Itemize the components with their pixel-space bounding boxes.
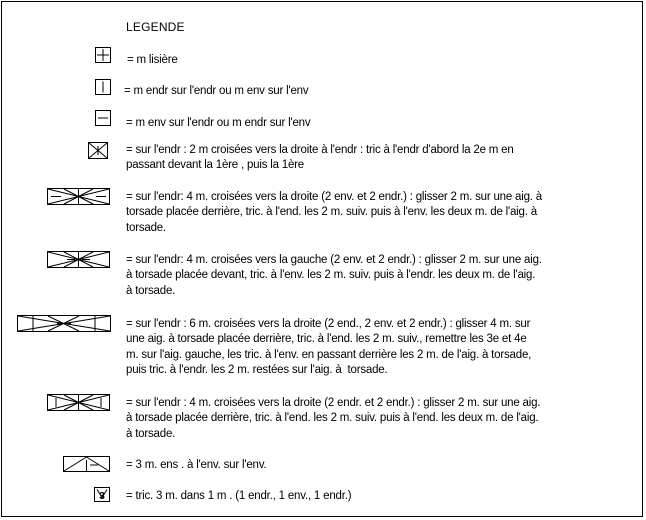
legend-item-text: = sur l'endr : 4 m. croisées vers la droite (2 endr. et 2 endr.) : glisser 2 m. sur une aig. [126,397,541,409]
legend-item-text: = sur l'endr: 4 m. croisées vers la droite (2 env. et 2 endr.) : glisser 2 m. sur une aig. à [126,191,542,203]
legend-item-text: torsade placée derrière, tric. à l'end. les 2 m. suiv. puis à l'env. les deux m. de l'aig. à [126,206,537,218]
legend-item-text: = sur l'endr: 4 m. croisées vers la gauche (2 env. et 2 endr.) : glisser 2 m. sur une aig. [126,254,542,266]
purl-stitch-symbol [95,110,111,126]
cross-2-right-symbol [88,142,108,159]
three-together-purl-symbol [63,456,110,472]
selvage-stitch-symbol [95,47,111,63]
cable-4-right-knit-symbol [47,394,110,411]
legend-item-text: = sur l'endr : 6 m. croisées vers la droite (2 end., 2 env. et 2 endr.) : glisser 4 m. sur [126,318,531,330]
legend-item-text: à torsade placée derrière, tric. à l'end. les 2 m. suiv. puis à l'end. les deux m. de l'aig. [126,412,539,424]
three-in-one-glyph: 3 [99,491,105,502]
cable-4-left-purl-symbol [47,251,110,268]
legend-item-text: m. sur l'aig. gauche, les tric. à l'env. en passant derrière les 2 m. de l'aig. à torsade, [126,349,532,361]
legend-item-text: = 3 m. ens . à l'env. sur l'env. [126,459,267,471]
legend-item-text: = m lisière [127,54,178,66]
legend-title: LEGENDE [126,20,185,34]
cable-4-right-purl-symbol [47,188,110,205]
three-in-one-symbol [94,487,110,502]
legend-item-text: une aig. à torsade placée derrière, tric. à l'end. les 2 m. suiv., remettre les 3e et 4e [126,333,527,345]
cable-6-right-symbol [17,315,111,332]
legend-item-text: = m endr sur l'endr ou m env sur l'env [124,85,309,97]
legend-item-text: à torsade. [126,285,176,297]
legend-item-text: puis tric. à l'endr. les 2 m. restées sur l'aig. à torsade. [126,364,388,376]
legend-item-text: = m env sur l'endr ou m endr sur l'env [126,117,311,129]
legend-item-text: = tric. 3 m. dans 1 m . (1 endr., 1 env., 1 endr.) [126,490,352,502]
legend-item-text: passant devant la 1ère , puis la 1ère [126,159,304,171]
legend-item-text: torsade. [126,222,166,234]
legend-item-text: = sur l'endr : 2 m croisées vers la droite à l'endr : tric à l'endr d'abord la 2e m en [126,144,514,156]
knit-stitch-symbol [95,79,111,95]
legend-item-text: à torsade. [126,428,176,440]
legend-item-text: à torsade placée devant, tric. à l'env. les 2 m. suiv. puis à l'endr. les deux m. de l'aig. [126,269,536,281]
